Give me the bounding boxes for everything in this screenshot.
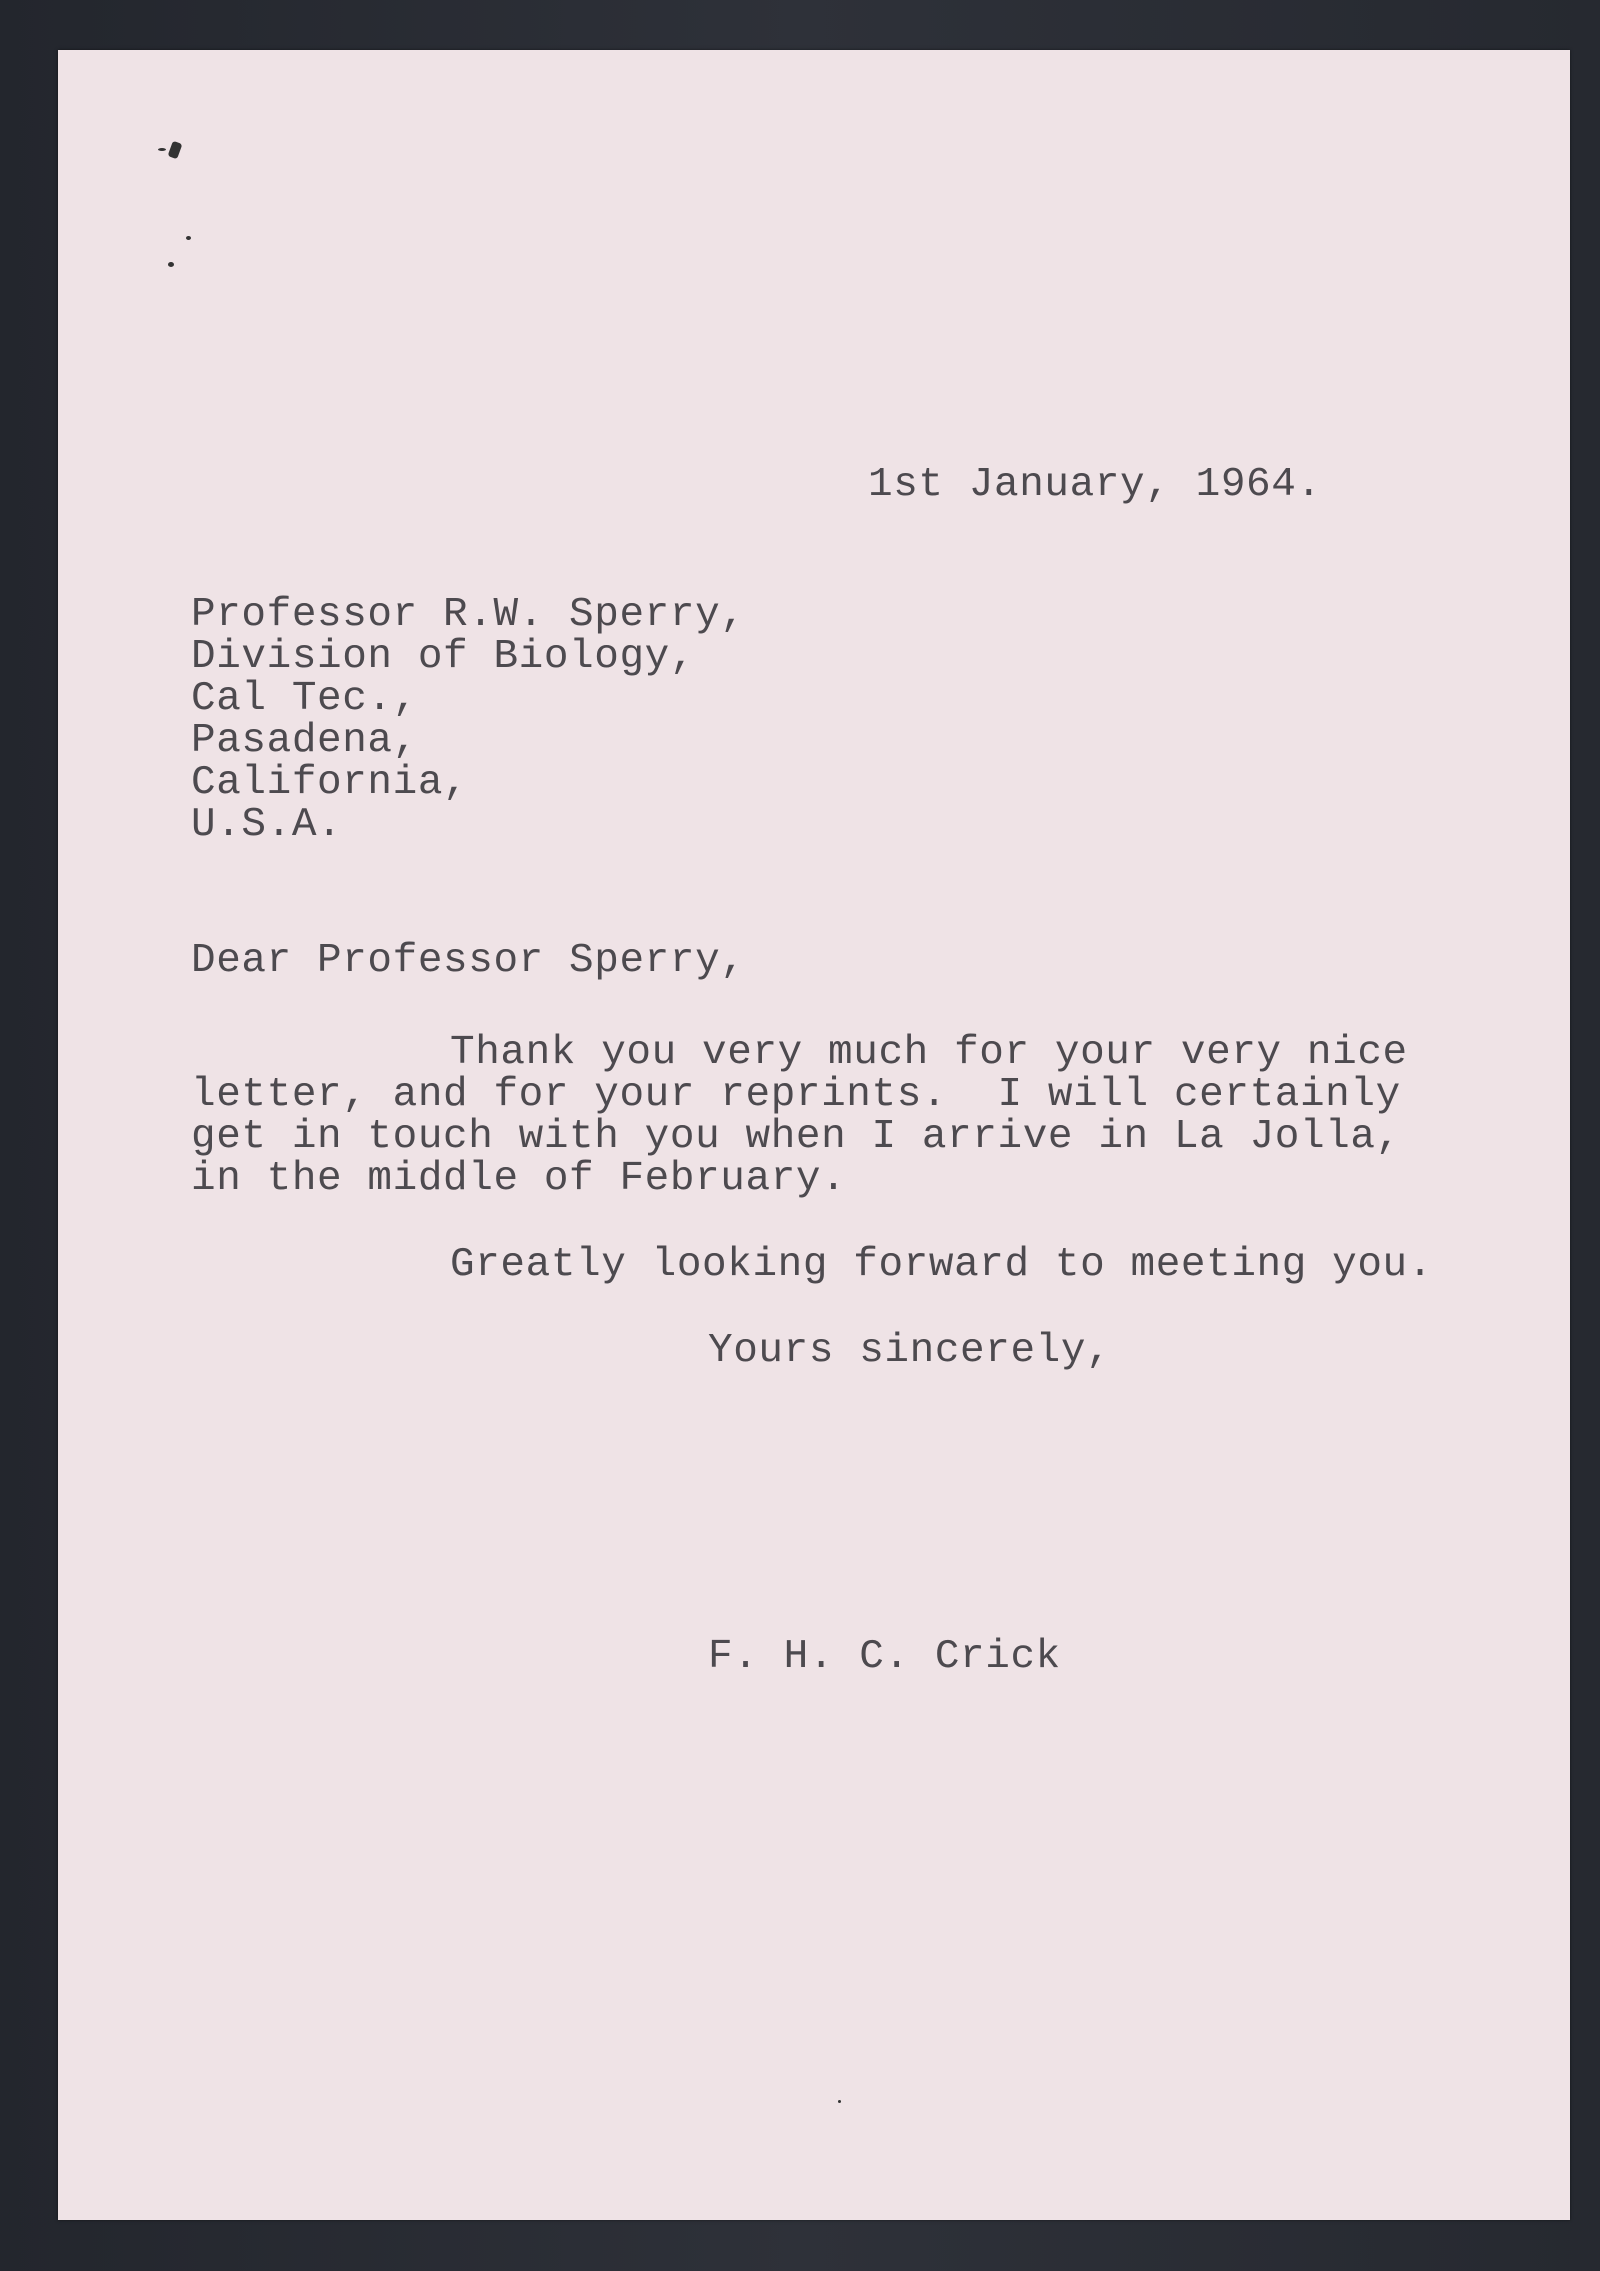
ink-mark bbox=[186, 236, 191, 240]
recipient-line: Cal Tec., bbox=[191, 676, 418, 722]
ink-mark bbox=[168, 262, 174, 267]
letter-date: 1st January, 1964. bbox=[868, 462, 1322, 508]
salutation: Dear Professor Sperry, bbox=[191, 938, 746, 984]
recipient-line: Professor R.W. Sperry, bbox=[191, 592, 746, 638]
ink-mark bbox=[158, 148, 166, 151]
body-line: Thank you very much for your very nice bbox=[450, 1030, 1408, 1076]
ink-mark bbox=[838, 2100, 841, 2103]
recipient-line: U.S.A. bbox=[191, 802, 343, 848]
closing-sentence: Greatly looking forward to meeting you. bbox=[450, 1242, 1433, 1288]
body-line: in the middle of February. bbox=[191, 1156, 847, 1202]
recipient-line: California, bbox=[191, 760, 469, 806]
body-line: letter, and for your reprints. I will certainly bbox=[191, 1072, 1401, 1118]
valediction: Yours sincerely, bbox=[708, 1328, 1112, 1374]
recipient-line: Pasadena, bbox=[191, 718, 418, 764]
recipient-line: Division of Biology, bbox=[191, 634, 696, 680]
body-line: get in touch with you when I arrive in La Jolla, bbox=[191, 1114, 1401, 1160]
ink-mark bbox=[168, 141, 183, 159]
signer-name: F. H. C. Crick bbox=[708, 1634, 1061, 1680]
